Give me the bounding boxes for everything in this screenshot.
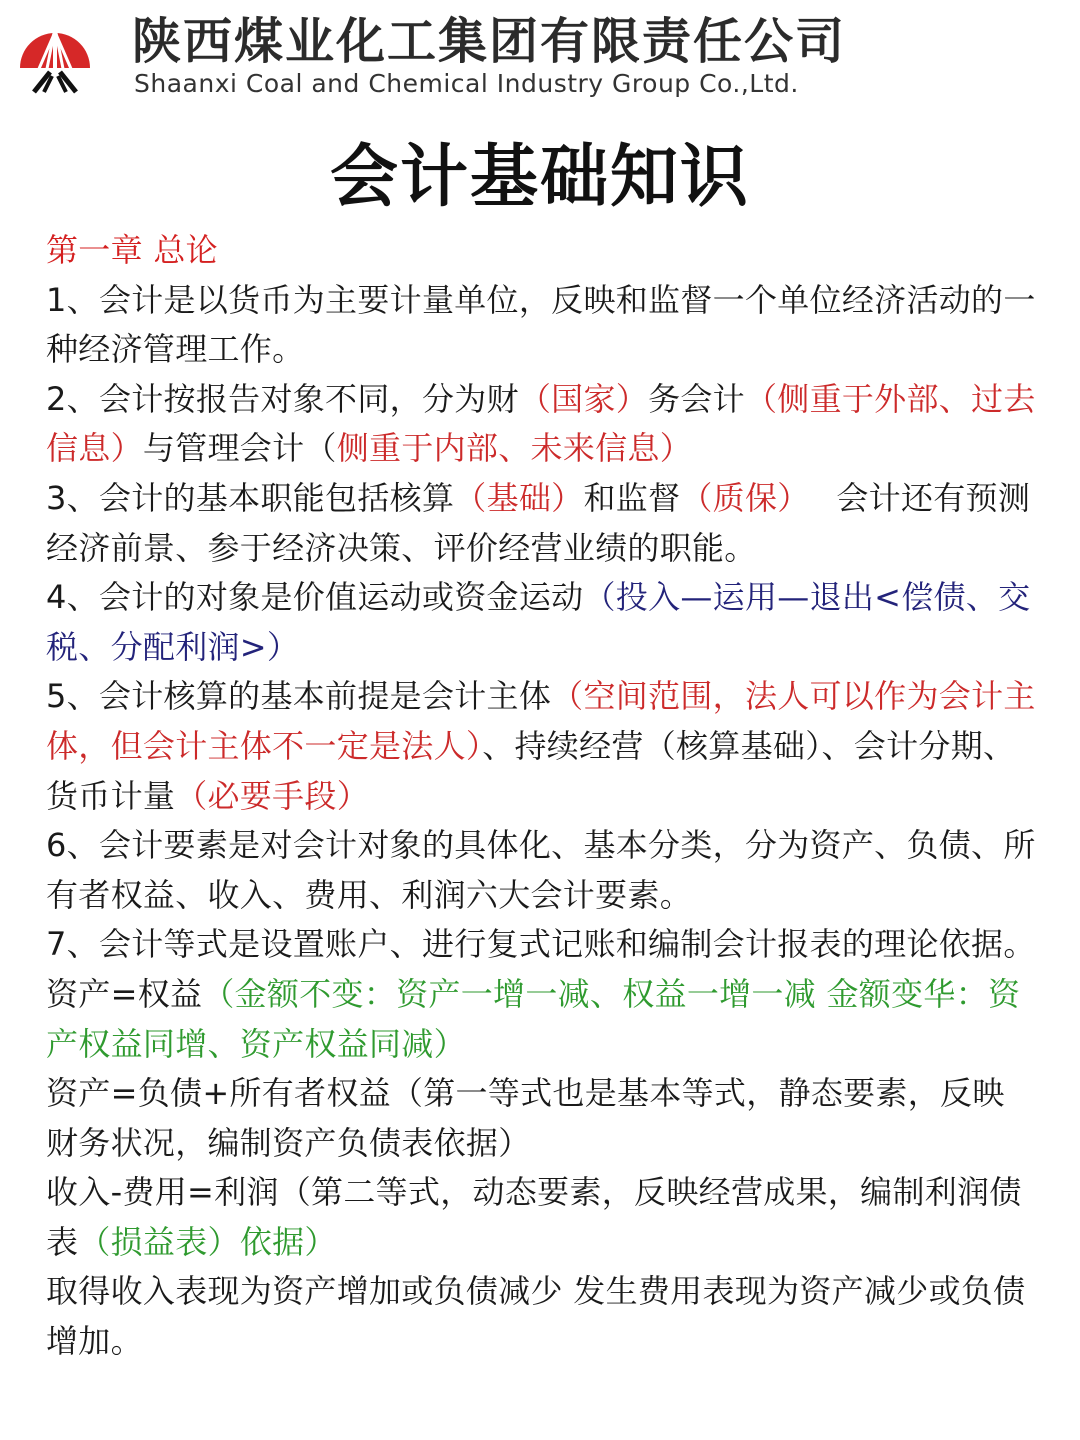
text: 、持续经营（核算基础）、会计分期、货币计量 [46,726,1016,815]
highlight: （必要手段） [175,776,370,815]
text: 与管理会计（ [142,429,337,468]
text: 2、会计按报告对象不同，分为财 [46,379,519,418]
highlight: （投入—运用—退出<偿债、交税、分配利润>） [46,578,1031,666]
header [0,0,1080,115]
text: 1、会计是以货币为主要计量单位，反映和监督一个单位经济活动的一种经济管理工作。 [46,280,1036,369]
paragraph-5 [46,672,1036,821]
text: 取得收入表现为资产增加或负债减少 发生费用表现为资产减少或负债增加。 [46,1272,1026,1361]
highlight: （质保） [680,478,794,517]
text: 和监督 [583,478,681,517]
highlight: （基础） [454,478,584,517]
document-body [46,226,1036,1367]
highlight: （损益表）依据） [78,1222,337,1261]
highlight: （金额不变：资产一增一减、权益一增一减 金额变华：资产权益同增、资产权益同减） [46,974,1021,1063]
text: 5、会计核算的基本前提是会计主体 [46,677,552,716]
paragraph-1 [46,276,1036,375]
paragraph-2 [46,375,1036,474]
highlight: （空间范围，法人可以作为会计主体，但会计主体不一定是法人） [46,677,1036,765]
company-name-en: Shaanxi Coal and Chemical Industry Group Co.,Ltd. [134,69,799,98]
paragraph-10 [46,1168,1036,1267]
paragraph-7 [46,920,1036,970]
paragraph-6 [46,821,1036,920]
paragraph-11 [46,1267,1036,1366]
chapter-title: 第一章 总论 [46,231,218,269]
document-title: 会计基础知识 [329,137,750,217]
text: 7、会计等式是设置账户、进行复式记账和编制会计报表的理论依据。 [46,925,1036,964]
text: 收入-费用=利润（第二等式，动态要素，反映经营成果，编制利润债表 [46,1173,1022,1261]
text: 会计还有预测经济前景、参于经济决策、评价经营业绩的职能。 [46,478,1031,567]
text: 3、会计的基本职能包括核算 [46,478,455,517]
text: 资产=负债+所有者权益（第一等式也是基本等式，静态要素，反映财务状况，编制资产负债表依据） [46,1074,1005,1162]
highlight: （侧重于外部、过去信息） [46,379,1036,468]
paragraph-8 [46,970,1036,1069]
highlight: 侧重于内部、未来信息） [336,429,693,468]
text: 务会计 [648,379,745,418]
company-name-cn: 陕西煤业化工集团有限责任公司 [132,13,847,70]
paragraph-3 [46,474,1036,573]
text: 4、会计的对象是价值运动或资金运动 [46,578,584,617]
company-logo-icon [14,14,96,96]
paragraph-4 [46,573,1036,672]
text: 资产=权益 [46,974,203,1013]
paragraph-9 [46,1069,1036,1168]
text: 6、会计要素是对会计对象的具体化、基本分类，分为资产、负债、所有者权益、收入、费用、利润六大会计要素。 [46,826,1036,914]
highlight: （国家） [518,379,649,418]
